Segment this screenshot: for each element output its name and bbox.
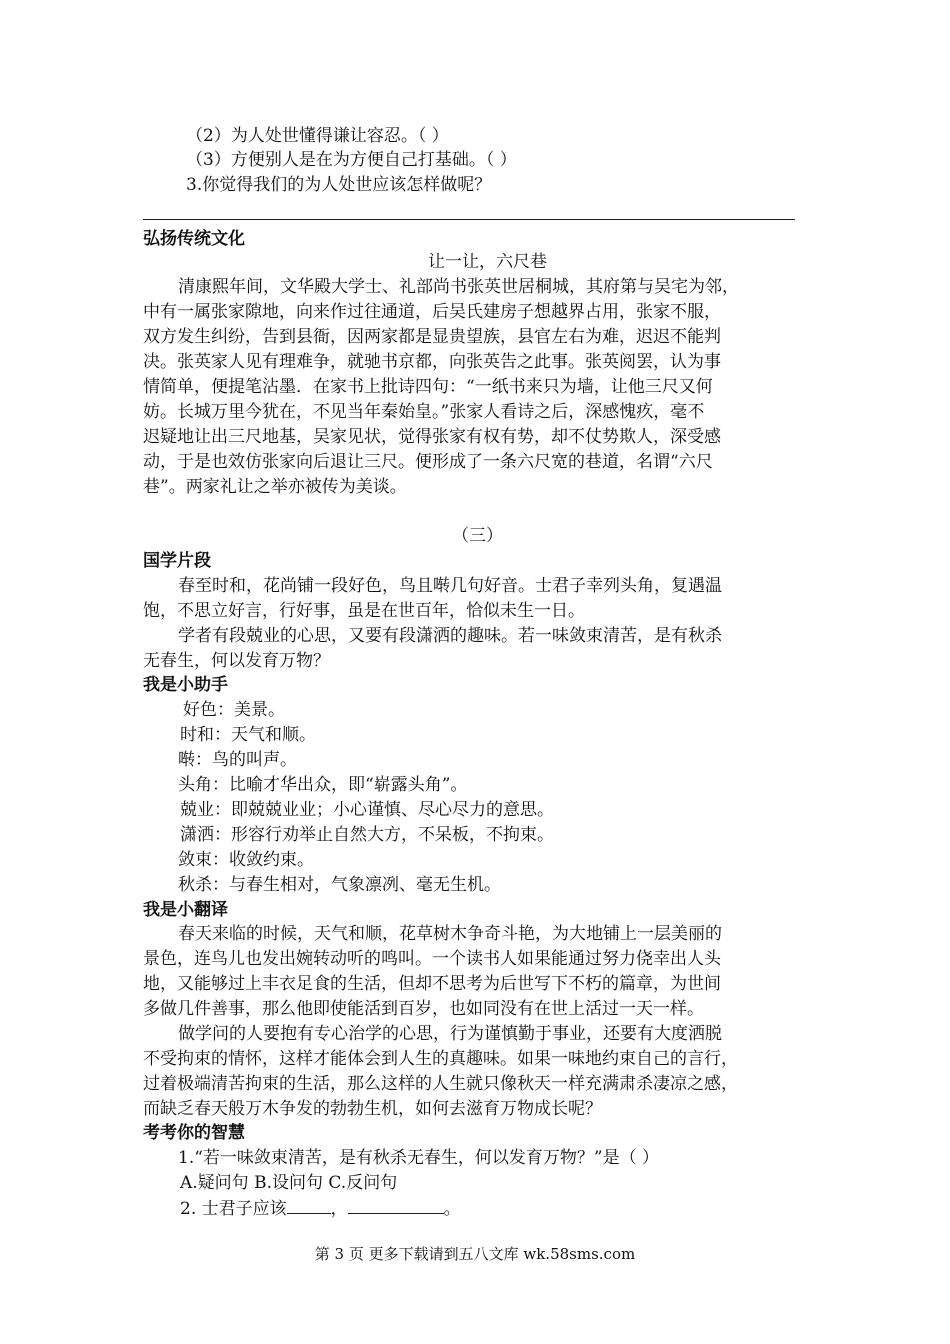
quiz-end: 。 <box>443 1199 461 1219</box>
answer-blank-1[interactable] <box>287 1196 331 1214</box>
section-heading-culture: 弘扬传统文化 <box>143 229 245 249</box>
section-number: （三） <box>452 526 503 546</box>
story-line: 妨。长城万里今犹在，不见当年秦始皇。”张家人看诗之后，深感愧疚，毫不 <box>143 402 705 422</box>
section-heading-quiz: 考考你的智慧 <box>143 1123 245 1143</box>
story-line: 迟疑地让出三尺地基，吴家见状，觉得张家有权有势，却不仗势欺人，深受感 <box>143 427 721 447</box>
translation-line: 多做几件善事，那么他即使能活到百岁，也如同没有在世上活过一天一样。 <box>143 999 704 1019</box>
guoxue-line: 春至时和，花尚铺一段好色，鸟且啭几句好音。士君子幸列头角，复遇温 <box>178 576 722 596</box>
glossary-item: 好色：美景。 <box>183 700 285 720</box>
translation-line: 地，又能够过上丰衣足食的生活，但却不思考为后世写下不朽的篇章，为世间 <box>143 974 721 994</box>
question-reflection: 3.你觉得我们的为人处世应该怎样做呢？ <box>186 175 492 195</box>
translation-line: 过着极端清苦拘束的生活，那么这样的人生就只像秋天一样充满肃杀凄凉之感， <box>143 1074 738 1094</box>
guoxue-line: 学者有段兢业的心思，又要有段潇洒的趣味。若一味敛束清苦，是有秋杀 <box>178 626 722 646</box>
quiz-options: A.疑问句 B.设问句 C.反问句 <box>180 1173 398 1193</box>
translation-line: 景色，连鸟儿也发出婉转动听的鸣叫。一个读书人如果能通过努力侥幸出人头 <box>143 949 721 969</box>
question-2: （2）为人处世懂得谦让容忍。（ ） <box>186 126 449 146</box>
story-line: 中有一属张家隙地，向来作过往通道，后吴氏建房子想越界占用，张家不服， <box>143 302 721 322</box>
section-heading-helper: 我是小助手 <box>143 675 228 695</box>
quiz-question-2 <box>180 1196 461 1221</box>
section-heading-translate: 我是小翻译 <box>143 900 228 920</box>
translation-line: 春天来临的时候，天气和顺，花草树木争奇斗艳，为大地铺上一层美丽的 <box>178 924 722 944</box>
story-line: 双方发生纠纷，告到县衙，因两家都是显贵望族，县官左右为难，迟迟不能判 <box>143 327 721 347</box>
quiz-question-1: 1.“若一味敛束清苦，是有秋杀无春生，何以发育万物？”是（ ） <box>178 1148 660 1168</box>
story-line: 巷”。两家礼让之举亦被传为美谈。 <box>143 477 407 497</box>
glossary-item: 潇洒：形容行劝举止自然大方，不呆板，不拘束。 <box>180 825 554 845</box>
glossary-item: 兢业：即兢兢业业；小心谨慎、尽心尽力的意思。 <box>180 800 554 820</box>
story-line: 清康熙年间，文华殿大学士、礼部尚书张英世居桐城，其府第与吴宅为邻， <box>178 277 739 297</box>
section-heading-guoxue: 国学片段 <box>143 551 211 571</box>
guoxue-line: 无春生，何以发育万物？ <box>143 651 330 671</box>
story-title: 让一让，六尺巷 <box>428 252 547 272</box>
translation-line: 做学问的人要抱有专心治学的心思，行为谨慎勤于事业，还要有大度洒脱 <box>178 1024 722 1044</box>
glossary-item: 秋杀：与春生相对，气象凛冽、毫无生机。 <box>178 875 501 895</box>
quiz-separator: ， <box>330 1199 348 1219</box>
glossary-item: 头角：比喻才华出众，即“崭露头角”。 <box>178 775 468 795</box>
answer-blank-2[interactable] <box>348 1196 444 1214</box>
translation-line: 不受拘束的情怀，这样才能体会到人生的真趣味。如果一味地约束自己的言行， <box>143 1049 738 1069</box>
story-line: 情简单，便提笔沾墨．在家书上批诗四句：“一纸书来只为墙，让他三尺又何 <box>143 377 713 397</box>
story-line: 动，于是也效仿张家向后退让三尺。便形成了一条六尺宽的巷道，名谓“六尺 <box>143 452 713 472</box>
glossary-item: 时和：天气和顺。 <box>180 725 316 745</box>
quiz-question-2-text: 2. 士君子应该 <box>180 1199 287 1219</box>
page-footer: 第 3 页 更多下载请到五八文库 wk.58sms.com <box>314 1245 636 1263</box>
translation-line: 而缺乏春天般万木争发的勃勃生机，如何去滋育万物成长呢？ <box>143 1099 602 1119</box>
answer-line <box>143 219 795 220</box>
story-line: 决。张英家人见有理难争，就驰书京都，向张英告之此事。张英阅罢，认为事 <box>143 352 721 372</box>
glossary-item: 敛束：收敛约束。 <box>178 850 314 870</box>
glossary-item: 啭：鸟的叫声。 <box>178 750 297 770</box>
guoxue-line: 饱，不思立好言，行好事，虽是在世百年，恰似未生一日。 <box>143 601 585 621</box>
question-3: （3）方便别人是在为方便自己打基础。（ ） <box>186 150 517 170</box>
